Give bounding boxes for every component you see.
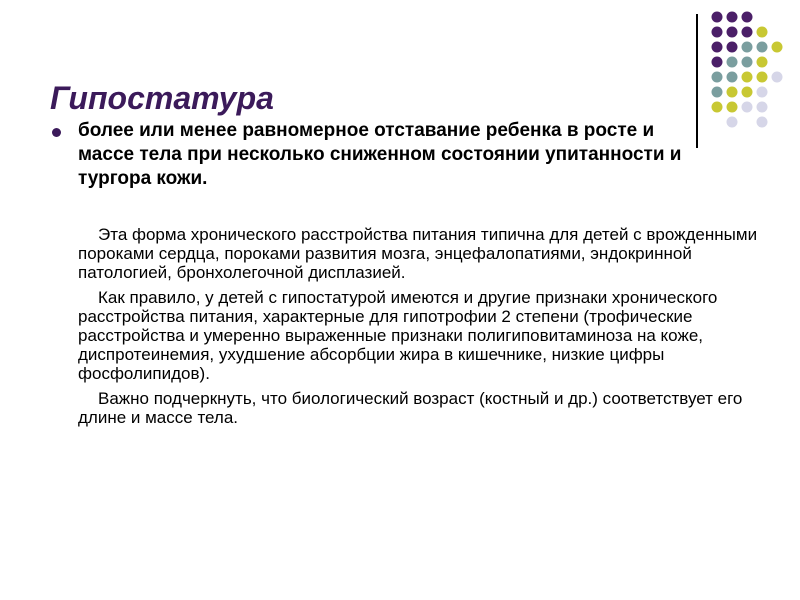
dot (712, 87, 723, 98)
dot (757, 42, 768, 53)
slide-title: Гипостатура (50, 80, 274, 116)
dot (742, 57, 753, 68)
dot (742, 102, 753, 113)
dot (727, 27, 738, 38)
dot (712, 57, 723, 68)
dot (757, 102, 768, 113)
dot (757, 27, 768, 38)
paragraph: Важно подчеркнуть, что биологический возраст (костный и др.) соответствует его длине и массе тела. (78, 389, 743, 427)
dot (712, 72, 723, 83)
dot (727, 72, 738, 83)
bullet-dot-icon (52, 128, 61, 137)
dot (772, 42, 783, 53)
body-text (78, 225, 758, 433)
dot (727, 12, 738, 23)
dot (742, 12, 753, 23)
dot (727, 102, 738, 113)
dot (712, 42, 723, 53)
dot (772, 72, 783, 83)
dot (742, 72, 753, 83)
dot (712, 27, 723, 38)
dot (757, 72, 768, 83)
dot (742, 27, 753, 38)
dot (727, 42, 738, 53)
dot (712, 12, 723, 23)
dot (712, 102, 723, 113)
dot (727, 87, 738, 98)
bullet-text: более или менее равномерное отставание ребенка в росте и массе тела при несколько сниженном состоянии упитанности и тургора кожи. (78, 120, 682, 189)
paragraph: Эта форма хронического расстройства питания типична для детей с врожденными пороками сердца, пороками развития мозга, энцефалопатиями, эндокринной патологией, бронхолегочной дисплазией. (78, 225, 758, 282)
dot (757, 87, 768, 98)
paragraph: Как правило, у детей с гипостатурой имеются и другие признаки хронического расстройства питания, характерные для гипотрофии 2 степени (трофические расстройства и умеренно выраженные признаки полигиповитаминоза на коже, диспротеинемия, ухудшение абсорбции жира в кишечнике, низкие цифры фосфолипидов). (78, 288, 718, 383)
bullet-item (48, 119, 708, 191)
dot (742, 42, 753, 53)
dot (727, 117, 738, 128)
dot (757, 57, 768, 68)
dot (727, 57, 738, 68)
dot (742, 87, 753, 98)
dot (757, 117, 768, 128)
